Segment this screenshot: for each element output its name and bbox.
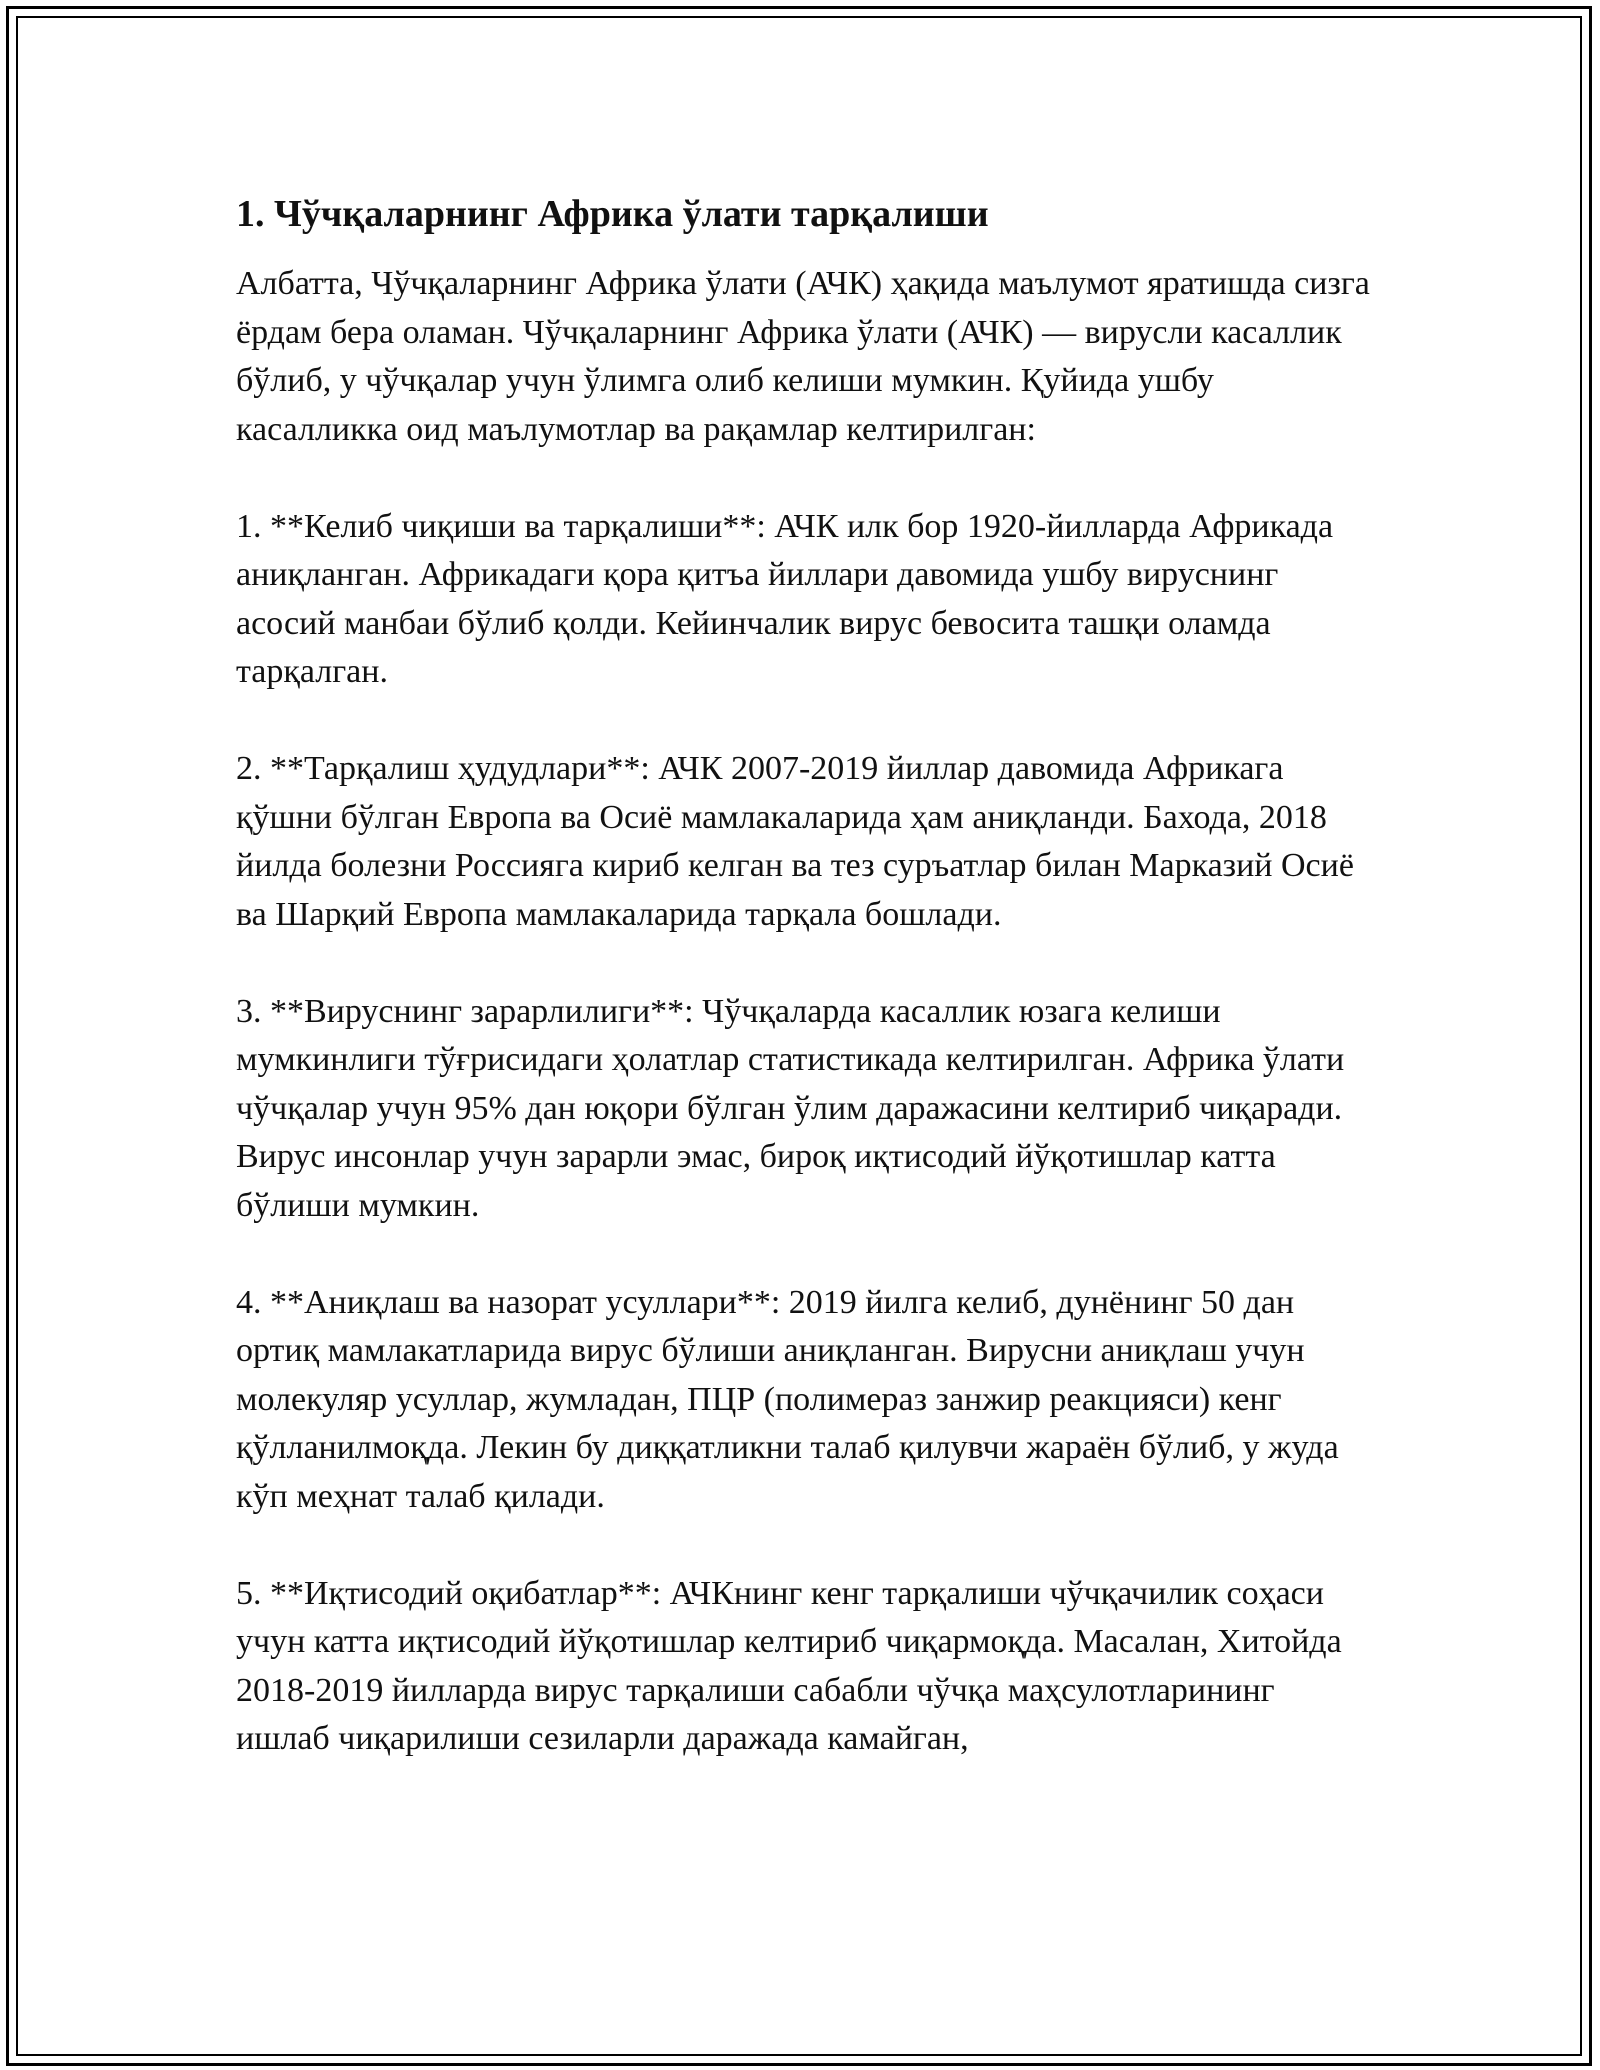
list-item-origin: 1. **Келиб чиқиши ва тарқалиши**: АЧК илк бор 1920-йилларда Африкада аниқланган. Африкадаги қора қитъа йиллари давомида ушбу вируснинг асосий манбаи бўлиб қолди. Кейинчалик вирус бевосита ташқи оламда тарқалган.: [236, 507, 1334, 690]
document-body: [236, 186, 1376, 1812]
list-item-virulence: 3. **Вируснинг зарарлилиги**: Чўчқаларда касаллик юзага келиши мумкинлиги тўғрисидаги ҳолатлар статистикада келтирилган. Африка ўлати чўчқалар учун 95% дан юқори бўлган ўлим даражасини келтириб чиқаради. Вирус инсонлар учун зарарли эмас, бироқ иқтисодий йўқотишлар катта бўлиши мумкин.: [236, 992, 1345, 1224]
list-item-detection-control: 4. **Аниқлаш ва назорат усуллари**: 2019 йилга келиб, дунёнинг 50 дан ортиқ мамлакатларида вирус бўлиши аниқланган. Вирусни аниқлаш учун молекуляр усуллар, жумладан, ПЦР (полимераз занжир реакцияси) кенг қўлланилмоқда. Лекин бу диққатликни талаб қилувчи жараён бўлиб, у жуда кўп меҳнат талаб қилади.: [236, 1283, 1339, 1515]
document-heading: 1. Чўчқаларнинг Африка ўлати тарқалиши: [236, 193, 989, 235]
list-item-economic-impact: 5. **Иқтисодий оқибатлар**: АЧКнинг кенг тарқалиши чўчқачилик соҳаси учун катта иқтисодий йўқотишлар келтириб чиқармоқда. Масалан, Хитойда 2018-2019 йилларда вирус тарқалиши сабабли чўчқа маҳсулотларининг ишлаб чиқарилиши сезиларли даражада камайган,: [236, 1574, 1342, 1757]
list-item-spread-regions: 2. **Тарқалиш ҳудудлари**: АЧК 2007-2019 йиллар давомида Африкага қўшни бўлган Европа ва Осиё мамлакаларида ҳам аниқланди. Бахода, 2018 йилда болезни Россияга кириб келган ва тез суръатлар билан Марказий Осиё ва Шарқий Европа мамлакаларида тарқала бошлади.: [236, 750, 1354, 933]
intro-paragraph: Албатта, Чўчқаларнинг Африка ўлати (АЧК) ҳақида маълумот яратишда сизга ёрдам бера оламан. Чўчқаларнинг Африка ўлати (АЧК) — вирусли касаллик бўлиб, у чўчқалар учун ўлимга олиб келиши мумкин. Қуйида ушбу касалликка оид маълумотлар ва рақамлар келтирилган:: [236, 265, 1370, 448]
